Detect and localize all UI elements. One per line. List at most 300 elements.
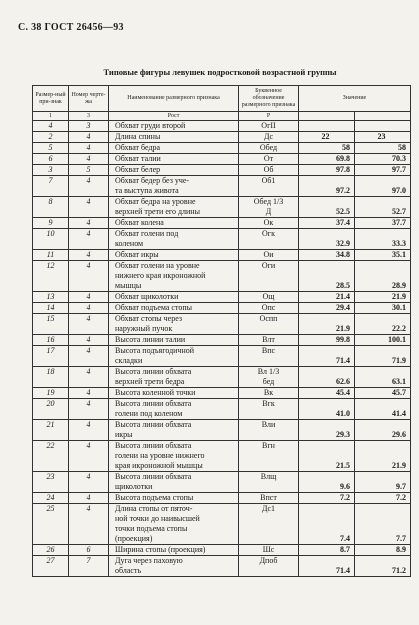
value-a bbox=[299, 176, 355, 187]
feature-name: верхней трети бедра bbox=[109, 377, 239, 388]
value-a bbox=[299, 121, 355, 132]
table-row bbox=[33, 482, 411, 493]
feature-name: икры bbox=[109, 430, 239, 441]
feature-name: (проекция) bbox=[109, 534, 239, 545]
feature-name: Длина стопы от пяточ- bbox=[109, 504, 239, 515]
index-cell: 1 bbox=[33, 112, 69, 121]
feature-name: Обхват груди второй bbox=[109, 121, 239, 132]
feature-name: Обхват икры bbox=[109, 250, 239, 261]
feature-symbol: Обед bbox=[239, 143, 299, 154]
table-row bbox=[33, 292, 411, 303]
drawing-number: 4 bbox=[69, 314, 109, 325]
drawing-number bbox=[69, 281, 109, 292]
feature-name: Обхват бедра bbox=[109, 143, 239, 154]
drawing-number bbox=[69, 524, 109, 534]
table-row bbox=[33, 399, 411, 410]
value-b: 33.3 bbox=[355, 239, 411, 250]
value-b: 41.4 bbox=[355, 409, 411, 420]
feature-number: 14 bbox=[33, 303, 69, 314]
drawing-number bbox=[69, 207, 109, 218]
table-row bbox=[33, 504, 411, 515]
value-b bbox=[355, 271, 411, 281]
value-b bbox=[355, 504, 411, 515]
value-a bbox=[299, 399, 355, 410]
table-row bbox=[33, 197, 411, 208]
drawing-number bbox=[69, 239, 109, 250]
table-row bbox=[33, 346, 411, 357]
feature-number: 20 bbox=[33, 399, 69, 410]
feature-symbol: Оспп bbox=[239, 314, 299, 325]
value-b bbox=[355, 420, 411, 431]
value-b bbox=[355, 524, 411, 534]
feature-number bbox=[33, 566, 69, 577]
feature-name: края икроножной мышцы bbox=[109, 461, 239, 472]
feature-name: наружный пучок bbox=[109, 324, 239, 335]
value-b: 71.2 bbox=[355, 566, 411, 577]
table-row bbox=[33, 472, 411, 483]
table-row bbox=[33, 451, 411, 461]
value-a bbox=[299, 197, 355, 208]
feature-name: Высота подъягодичной bbox=[109, 346, 239, 357]
feature-number bbox=[33, 271, 69, 281]
drawing-number: 4 bbox=[69, 261, 109, 272]
feature-symbol bbox=[239, 271, 299, 281]
feature-name: Высота подъема стопы bbox=[109, 493, 239, 504]
table-row bbox=[33, 534, 411, 545]
feature-symbol: Шс bbox=[239, 545, 299, 556]
table-row bbox=[33, 121, 411, 132]
value-b bbox=[355, 197, 411, 208]
value-b: 8.9 bbox=[355, 545, 411, 556]
table-row bbox=[33, 261, 411, 272]
value-b: 28.9 bbox=[355, 281, 411, 292]
feature-name: та выступа живота bbox=[109, 186, 239, 197]
value-a bbox=[299, 514, 355, 524]
value-b bbox=[355, 472, 411, 483]
value-b: 100.1 bbox=[355, 335, 411, 346]
feature-name: Высота линии обхвата bbox=[109, 472, 239, 483]
value-a bbox=[299, 367, 355, 378]
value-b: 37.7 bbox=[355, 218, 411, 229]
feature-symbol bbox=[239, 324, 299, 335]
value-a: 21.9 bbox=[299, 324, 355, 335]
table-caption: Типовые фигуры левушек подростковой возрастной группы bbox=[103, 67, 337, 77]
table-row bbox=[33, 324, 411, 335]
value-b: 35.1 bbox=[355, 250, 411, 261]
feature-symbol bbox=[239, 356, 299, 367]
feature-number: 11 bbox=[33, 250, 69, 261]
feature-symbol: Дс bbox=[239, 132, 299, 143]
drawing-number bbox=[69, 377, 109, 388]
feature-number bbox=[33, 281, 69, 292]
feature-number: 8 bbox=[33, 197, 69, 208]
drawing-number bbox=[69, 566, 109, 577]
feature-name: коленом bbox=[109, 239, 239, 250]
feature-number: 5 bbox=[33, 143, 69, 154]
feature-number bbox=[33, 430, 69, 441]
feature-number: 6 bbox=[33, 154, 69, 165]
feature-symbol bbox=[239, 451, 299, 461]
drawing-number bbox=[69, 271, 109, 281]
table-row bbox=[33, 441, 411, 452]
value-a bbox=[299, 451, 355, 461]
value-a bbox=[299, 346, 355, 357]
feature-name: Обхват щиколотки bbox=[109, 292, 239, 303]
value-b bbox=[355, 261, 411, 272]
feature-number bbox=[33, 324, 69, 335]
value-a: 28.5 bbox=[299, 281, 355, 292]
value-a: 52.5 bbox=[299, 207, 355, 218]
feature-name: точки подъема стопы bbox=[109, 524, 239, 534]
drawing-number bbox=[69, 409, 109, 420]
value-a: 34.8 bbox=[299, 250, 355, 261]
value-b bbox=[355, 314, 411, 325]
value-b: 63.1 bbox=[355, 377, 411, 388]
index-cell: 3 bbox=[69, 112, 109, 121]
value-b: 71.9 bbox=[355, 356, 411, 367]
value-a: 62.6 bbox=[299, 377, 355, 388]
table-row bbox=[33, 250, 411, 261]
feature-symbol: Д bbox=[239, 207, 299, 218]
value-b bbox=[355, 441, 411, 452]
value-a: 41.0 bbox=[299, 409, 355, 420]
table-body bbox=[33, 121, 411, 577]
drawing-number bbox=[69, 482, 109, 493]
drawing-number bbox=[69, 430, 109, 441]
feature-symbol: Ощ bbox=[239, 292, 299, 303]
table-row bbox=[33, 430, 411, 441]
feature-number: 22 bbox=[33, 441, 69, 452]
feature-number bbox=[33, 514, 69, 524]
feature-name: складки bbox=[109, 356, 239, 367]
index-cell bbox=[355, 112, 411, 121]
drawing-number: 4 bbox=[69, 472, 109, 483]
feature-symbol bbox=[239, 461, 299, 472]
feature-symbol: Обед 1/3 bbox=[239, 197, 299, 208]
drawing-number: 4 bbox=[69, 154, 109, 165]
col-value-header: Значение bbox=[299, 86, 411, 112]
feature-number bbox=[33, 482, 69, 493]
feature-symbol bbox=[239, 514, 299, 524]
feature-name: верхней трети его длины bbox=[109, 207, 239, 218]
index-cell: Р bbox=[239, 112, 299, 121]
drawing-number: 4 bbox=[69, 504, 109, 515]
value-b: 29.6 bbox=[355, 430, 411, 441]
feature-symbol: От bbox=[239, 154, 299, 165]
table-row bbox=[33, 314, 411, 325]
feature-number bbox=[33, 207, 69, 218]
page-header: С. 38 ГОСТ 26456—93 bbox=[18, 22, 124, 33]
value-a: 45.4 bbox=[299, 388, 355, 399]
table-row bbox=[33, 335, 411, 346]
drawing-number: 7 bbox=[69, 556, 109, 567]
feature-symbol bbox=[239, 566, 299, 577]
feature-symbol: Об1 bbox=[239, 176, 299, 187]
feature-symbol bbox=[239, 534, 299, 545]
drawing-number: 4 bbox=[69, 493, 109, 504]
value-b bbox=[355, 399, 411, 410]
feature-number: 19 bbox=[33, 388, 69, 399]
table-row bbox=[33, 281, 411, 292]
drawing-number bbox=[69, 461, 109, 472]
drawing-number: 4 bbox=[69, 292, 109, 303]
value-a: 7.2 bbox=[299, 493, 355, 504]
value-a: 29.4 bbox=[299, 303, 355, 314]
value-a bbox=[299, 314, 355, 325]
feature-name: область bbox=[109, 566, 239, 577]
feature-number bbox=[33, 534, 69, 545]
index-cell bbox=[299, 112, 355, 121]
col-drawing-header: Номер черте-жа bbox=[69, 86, 109, 112]
table-row bbox=[33, 271, 411, 281]
value-a: 9.6 bbox=[299, 482, 355, 493]
feature-number bbox=[33, 409, 69, 420]
feature-symbol: Впс bbox=[239, 346, 299, 357]
feature-name: Обхват подъема стопы bbox=[109, 303, 239, 314]
drawing-number: 5 bbox=[69, 165, 109, 176]
value-b: 9.7 bbox=[355, 482, 411, 493]
feature-symbol: Вли bbox=[239, 420, 299, 431]
feature-name: Высота коленной точки bbox=[109, 388, 239, 399]
value-a: 22 bbox=[299, 132, 355, 143]
feature-symbol bbox=[239, 239, 299, 250]
col-name-header: Наименование размерного признака bbox=[109, 86, 239, 112]
feature-symbol: Огк bbox=[239, 229, 299, 240]
feature-symbol bbox=[239, 430, 299, 441]
feature-number bbox=[33, 377, 69, 388]
drawing-number: 4 bbox=[69, 388, 109, 399]
feature-number bbox=[33, 524, 69, 534]
feature-name: Высота линии обхвата bbox=[109, 441, 239, 452]
feature-number: 10 bbox=[33, 229, 69, 240]
feature-number bbox=[33, 239, 69, 250]
feature-name: Обхват белер bbox=[109, 165, 239, 176]
feature-name: нижнего края икроножной bbox=[109, 271, 239, 281]
value-a bbox=[299, 524, 355, 534]
feature-number: 16 bbox=[33, 335, 69, 346]
drawing-number bbox=[69, 186, 109, 197]
table-row bbox=[33, 461, 411, 472]
feature-number bbox=[33, 186, 69, 197]
drawing-number: 4 bbox=[69, 218, 109, 229]
drawing-number bbox=[69, 324, 109, 335]
value-b: 70.3 bbox=[355, 154, 411, 165]
value-a: 37.4 bbox=[299, 218, 355, 229]
drawing-number: 4 bbox=[69, 335, 109, 346]
value-b bbox=[355, 367, 411, 378]
table-row bbox=[33, 218, 411, 229]
value-b: 58 bbox=[355, 143, 411, 154]
value-a: 21.4 bbox=[299, 292, 355, 303]
value-a: 21.5 bbox=[299, 461, 355, 472]
value-a bbox=[299, 261, 355, 272]
col-symbol-header: Буквенное обозначение размерного признака bbox=[239, 86, 299, 112]
feature-name: Ширина стопы (проекция) bbox=[109, 545, 239, 556]
value-b: 22.2 bbox=[355, 324, 411, 335]
drawing-number: 4 bbox=[69, 176, 109, 187]
feature-name: Высота линии обхвата bbox=[109, 399, 239, 410]
value-a: 69.8 bbox=[299, 154, 355, 165]
value-a bbox=[299, 472, 355, 483]
feature-number: 26 bbox=[33, 545, 69, 556]
table-row bbox=[33, 143, 411, 154]
feature-number: 12 bbox=[33, 261, 69, 272]
feature-number: 7 bbox=[33, 176, 69, 187]
value-a bbox=[299, 420, 355, 431]
feature-number: 4 bbox=[33, 121, 69, 132]
feature-symbol: Вл 1/3 bbox=[239, 367, 299, 378]
feature-symbol: Дс1 bbox=[239, 504, 299, 515]
value-b: 21.9 bbox=[355, 461, 411, 472]
table-row bbox=[33, 514, 411, 524]
drawing-number: 4 bbox=[69, 367, 109, 378]
value-b bbox=[355, 556, 411, 567]
feature-symbol: Вгн bbox=[239, 441, 299, 452]
feature-number: 25 bbox=[33, 504, 69, 515]
value-b: 97.0 bbox=[355, 186, 411, 197]
value-a bbox=[299, 504, 355, 515]
feature-symbol: Ок bbox=[239, 218, 299, 229]
feature-symbol: Об bbox=[239, 165, 299, 176]
table-row bbox=[33, 303, 411, 314]
value-b: 23 bbox=[355, 132, 411, 143]
value-a bbox=[299, 271, 355, 281]
feature-name: Высота линии обхвата bbox=[109, 367, 239, 378]
feature-number bbox=[33, 461, 69, 472]
feature-symbol: Вк bbox=[239, 388, 299, 399]
value-b: 45.7 bbox=[355, 388, 411, 399]
table-row bbox=[33, 132, 411, 143]
value-a: 71.4 bbox=[299, 566, 355, 577]
table-row bbox=[33, 356, 411, 367]
feature-number: 15 bbox=[33, 314, 69, 325]
feature-name: щиколотки bbox=[109, 482, 239, 493]
value-b bbox=[355, 346, 411, 357]
value-a: 99.8 bbox=[299, 335, 355, 346]
feature-name: Обхват голени под bbox=[109, 229, 239, 240]
feature-number: 21 bbox=[33, 420, 69, 431]
table-row bbox=[33, 229, 411, 240]
value-a: 97.8 bbox=[299, 165, 355, 176]
table-row bbox=[33, 420, 411, 431]
feature-number: 17 bbox=[33, 346, 69, 357]
value-b: 7.7 bbox=[355, 534, 411, 545]
feature-symbol: Влщ bbox=[239, 472, 299, 483]
value-a bbox=[299, 229, 355, 240]
measurements-table bbox=[32, 85, 411, 577]
table-row bbox=[33, 545, 411, 556]
feature-number: 3 bbox=[33, 165, 69, 176]
value-b: 7.2 bbox=[355, 493, 411, 504]
table-row bbox=[33, 556, 411, 567]
feature-symbol: Впст bbox=[239, 493, 299, 504]
feature-name: Обхват голени на уровне bbox=[109, 261, 239, 272]
table-row bbox=[33, 524, 411, 534]
value-a: 58 bbox=[299, 143, 355, 154]
value-b bbox=[355, 121, 411, 132]
feature-symbol: ОгII bbox=[239, 121, 299, 132]
table-row bbox=[33, 207, 411, 218]
value-a bbox=[299, 556, 355, 567]
feature-symbol: Дпоб bbox=[239, 556, 299, 567]
feature-name: Высота линии обхвата bbox=[109, 420, 239, 431]
value-b bbox=[355, 451, 411, 461]
value-b: 97.7 bbox=[355, 165, 411, 176]
value-b: 30.1 bbox=[355, 303, 411, 314]
feature-symbol bbox=[239, 281, 299, 292]
drawing-number: 4 bbox=[69, 143, 109, 154]
drawing-number bbox=[69, 514, 109, 524]
table-row bbox=[33, 239, 411, 250]
table-row bbox=[33, 176, 411, 187]
table-row bbox=[33, 493, 411, 504]
feature-name: Длина спины bbox=[109, 132, 239, 143]
feature-name: Обхват колена bbox=[109, 218, 239, 229]
feature-number bbox=[33, 356, 69, 367]
drawing-number: 4 bbox=[69, 346, 109, 357]
feature-symbol bbox=[239, 186, 299, 197]
value-b bbox=[355, 229, 411, 240]
drawing-number: 4 bbox=[69, 250, 109, 261]
feature-name: Обхват бедер без уче- bbox=[109, 176, 239, 187]
value-a bbox=[299, 441, 355, 452]
value-a: 29.3 bbox=[299, 430, 355, 441]
feature-name: Дуга через паховую bbox=[109, 556, 239, 567]
drawing-number: 4 bbox=[69, 441, 109, 452]
drawing-number: 4 bbox=[69, 132, 109, 143]
feature-number: 13 bbox=[33, 292, 69, 303]
feature-symbol: Опс bbox=[239, 303, 299, 314]
feature-symbol: Ои bbox=[239, 250, 299, 261]
value-a: 8.7 bbox=[299, 545, 355, 556]
table-row bbox=[33, 377, 411, 388]
drawing-number bbox=[69, 534, 109, 545]
value-b bbox=[355, 176, 411, 187]
drawing-number bbox=[69, 451, 109, 461]
feature-name: голени под коленом bbox=[109, 409, 239, 420]
feature-symbol bbox=[239, 524, 299, 534]
feature-number: 9 bbox=[33, 218, 69, 229]
feature-symbol: Влт bbox=[239, 335, 299, 346]
table-row bbox=[33, 186, 411, 197]
feature-symbol: бед bbox=[239, 377, 299, 388]
col-feature-header: Размер-ный при-знак bbox=[33, 86, 69, 112]
table-row bbox=[33, 367, 411, 378]
table-row bbox=[33, 409, 411, 420]
drawing-number: 4 bbox=[69, 420, 109, 431]
value-a: 71.4 bbox=[299, 356, 355, 367]
feature-name: Обхват бедра на уровне bbox=[109, 197, 239, 208]
feature-name: мышцы bbox=[109, 281, 239, 292]
table-row bbox=[33, 388, 411, 399]
feature-number: 27 bbox=[33, 556, 69, 567]
table-row bbox=[33, 165, 411, 176]
feature-number: 23 bbox=[33, 472, 69, 483]
feature-symbol: Вгк bbox=[239, 399, 299, 410]
feature-symbol bbox=[239, 482, 299, 493]
value-b: 52.7 bbox=[355, 207, 411, 218]
feature-number: 24 bbox=[33, 493, 69, 504]
index-cell: Рост bbox=[109, 112, 239, 121]
drawing-number: 4 bbox=[69, 197, 109, 208]
drawing-number: 4 bbox=[69, 303, 109, 314]
drawing-number: 4 bbox=[69, 399, 109, 410]
value-b bbox=[355, 514, 411, 524]
feature-number: 18 bbox=[33, 367, 69, 378]
feature-symbol bbox=[239, 409, 299, 420]
feature-number bbox=[33, 451, 69, 461]
drawing-number bbox=[69, 356, 109, 367]
